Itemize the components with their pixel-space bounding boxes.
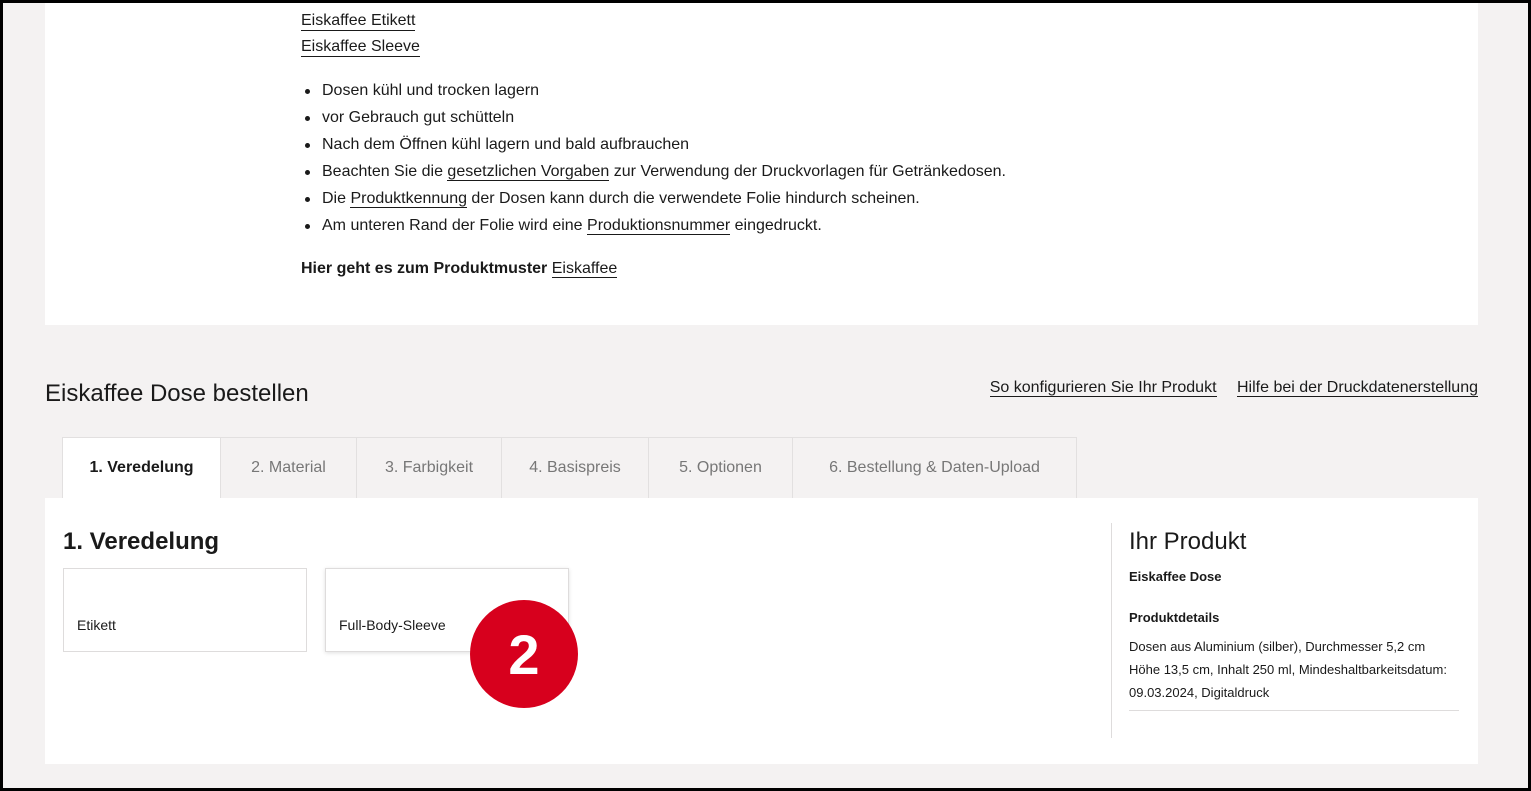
configuration-tabs: [62, 437, 1077, 499]
list-item-text: Dosen kühl und trocken lagern: [322, 82, 540, 99]
product-sample-line: [301, 260, 617, 278]
option-label: Etikett: [77, 617, 116, 633]
tab-basispreis[interactable]: 4. Basispreis: [502, 437, 649, 499]
list-item: [301, 188, 1201, 215]
step-number-badge: 2: [470, 600, 578, 708]
summary-details-text: Dosen aus Aluminium (silber), Durchmesser 5,2 cm Höhe 13,5 cm, Inhalt 250 ml, Mindeshaltbarkeitsdatum: 09.03.2024, Digitaldruck: [1129, 635, 1459, 711]
tab-farbigkeit[interactable]: 3. Farbigkeit: [357, 437, 502, 499]
tab-material[interactable]: 2. Material: [221, 437, 357, 499]
list-item-text: Nach dem Öffnen kühl lagern und bald aufbrauchen: [322, 136, 690, 153]
section-title: 1. Veredelung: [63, 528, 220, 555]
help-links: [974, 379, 1478, 397]
link-print-data-help[interactable]: Hilfe bei der Druckdatenerstellung: [1236, 379, 1478, 396]
product-summary: [1111, 523, 1461, 738]
list-item: [301, 134, 1201, 161]
link-produktionsnummer[interactable]: Produktionsnummer: [587, 217, 731, 234]
list-item: [301, 107, 1201, 134]
product-sample-label: Hier geht es zum Produktmuster: [301, 260, 548, 277]
tab-veredelung[interactable]: 1. Veredelung: [62, 437, 221, 499]
link-configure-product[interactable]: So konfigurieren Sie Ihr Produkt: [989, 379, 1217, 396]
configuration-panel: [45, 498, 1478, 764]
list-item: [301, 80, 1201, 107]
list-item-text: eingedruckt.: [730, 217, 822, 234]
link-eiskaffee-etikett[interactable]: Eiskaffee Etikett: [301, 12, 416, 29]
summary-details-label: Produktdetails: [1129, 610, 1220, 625]
option-etikett[interactable]: [63, 568, 307, 652]
option-label: Full-Body-Sleeve: [339, 617, 446, 633]
storage-notes-list: [301, 80, 1201, 242]
summary-title: Ihr Produkt: [1129, 528, 1247, 555]
link-eiskaffee-sleeve[interactable]: Eiskaffee Sleeve: [301, 38, 420, 55]
summary-product-name: Eiskaffee Dose: [1129, 569, 1222, 584]
list-item-text: Die: [322, 190, 351, 207]
tab-bestellung-upload[interactable]: 6. Bestellung & Daten-Upload: [793, 437, 1077, 499]
order-title: Eiskaffee Dose bestellen: [45, 380, 309, 407]
list-item-text: Beachten Sie die: [322, 163, 448, 180]
list-item: [301, 161, 1201, 188]
product-info-card: [45, 0, 1478, 325]
list-item-text: zur Verwendung der Druckvorlagen für Getränkedosen.: [609, 163, 1006, 180]
link-produktkennung[interactable]: Produktkennung: [350, 190, 467, 207]
link-gesetzliche-vorgaben[interactable]: gesetzlichen Vorgaben: [447, 163, 610, 180]
list-item-text: der Dosen kann durch die verwendete Folie hindurch scheinen.: [466, 190, 920, 207]
list-item-text: vor Gebrauch gut schütteln: [322, 109, 515, 126]
list-item-text: Am unteren Rand der Folie wird eine: [322, 217, 588, 234]
tab-optionen[interactable]: 5. Optionen: [649, 437, 793, 499]
link-product-sample[interactable]: Eiskaffee: [551, 260, 618, 277]
list-item: [301, 215, 1201, 242]
